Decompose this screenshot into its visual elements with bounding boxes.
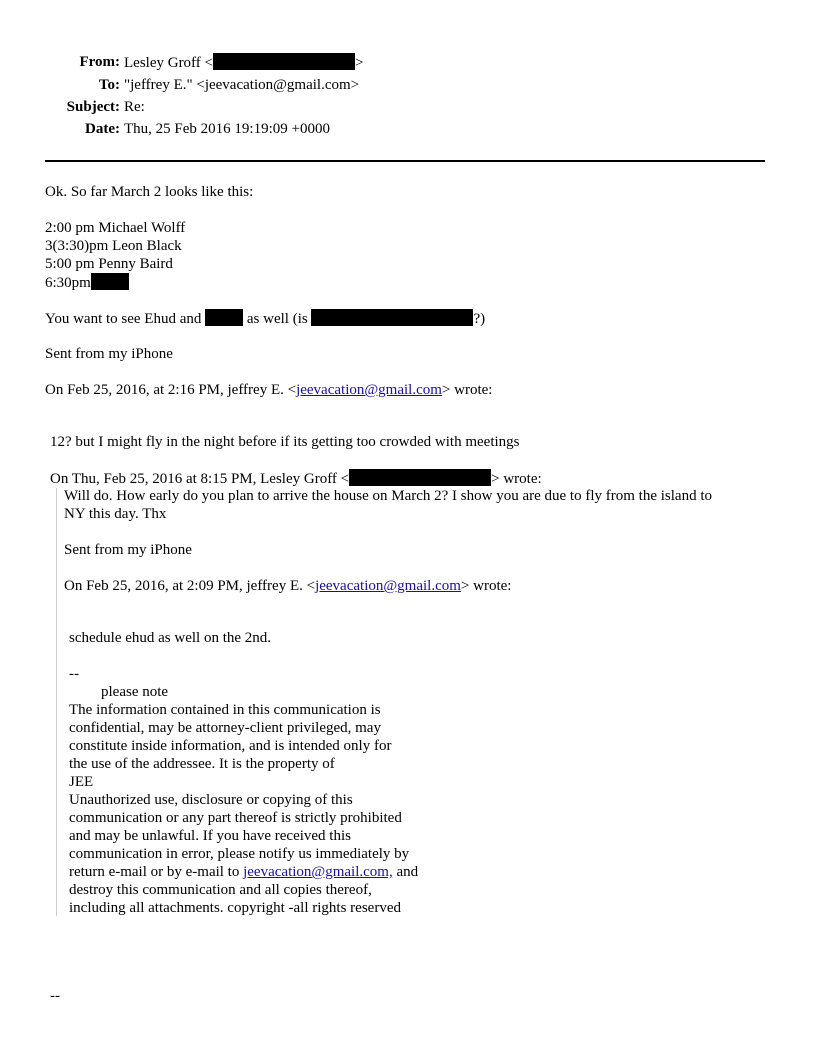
- sent-from-line: Sent from my iPhone: [64, 542, 192, 558]
- disclaimer-line: JEE: [69, 774, 94, 790]
- redaction-box: [205, 309, 243, 326]
- from-value: [124, 53, 363, 72]
- disclaimer-text: and: [392, 864, 419, 880]
- disclaimer-line: communication in error, please notify us immediately by: [69, 846, 410, 862]
- signature-dash: --: [69, 666, 79, 682]
- quote-text: Will do. How early do you plan to arrive the house on March 2? I show you are due to fly from the island to: [64, 488, 712, 504]
- redaction-box: [91, 273, 129, 290]
- disclaimer-line: constitute inside information, and is intended only for: [69, 738, 392, 754]
- schedule-item-redacted: [45, 273, 129, 292]
- disclaimer-line: The information contained in this communication is: [69, 702, 381, 718]
- attribution-text: > wrote:: [460, 578, 512, 594]
- question-text: ?): [473, 311, 486, 327]
- quote-attribution: [45, 381, 492, 399]
- quote-bar: [56, 488, 57, 916]
- disclaimer-line: Unauthorized use, disclosure or copying of this: [69, 792, 353, 808]
- disclaimer-line: including all attachments. copyright -all rights reserved: [69, 900, 401, 916]
- email-link[interactable]: jeevacation@gmail.com,: [243, 864, 393, 880]
- body-question: [45, 309, 485, 328]
- subject-value: Re:: [124, 99, 145, 115]
- date-label: Date:: [85, 121, 120, 137]
- footer-dash: --: [50, 988, 60, 1004]
- disclaimer-line: [69, 863, 418, 881]
- from-label: From:: [79, 54, 120, 70]
- please-note: please note: [101, 684, 169, 700]
- schedule-time: 6:30pm: [45, 275, 91, 291]
- redaction-box: [311, 309, 473, 326]
- schedule-item: 5:00 pm Penny Baird: [45, 256, 173, 272]
- quote-text: NY this day. Thx: [64, 506, 167, 522]
- from-close: >: [355, 55, 364, 71]
- disclaimer-line: the use of the addressee. It is the property of: [69, 756, 335, 772]
- question-text: You want to see Ehud and: [45, 311, 202, 327]
- email-link[interactable]: jeevacation@gmail.com: [315, 578, 461, 594]
- question-text: as well (is: [246, 311, 308, 327]
- redaction-box: [213, 53, 355, 70]
- attribution-text: On Feb 25, 2016, at 2:16 PM, jeffrey E. <: [45, 382, 297, 398]
- to-label: To:: [98, 77, 120, 93]
- redaction-box: [349, 469, 491, 486]
- schedule-item: 3(3:30)pm Leon Black: [45, 238, 182, 254]
- sent-from-line: Sent from my iPhone: [45, 346, 173, 362]
- schedule-item: 2:00 pm Michael Wolff: [45, 220, 186, 236]
- attribution-text: On Feb 25, 2016, at 2:09 PM, jeffrey E. <: [64, 578, 316, 594]
- body-intro: Ok. So far March 2 looks like this:: [45, 184, 254, 200]
- attribution-text: > wrote:: [441, 382, 493, 398]
- header-divider: [45, 160, 765, 162]
- subject-label: Subject:: [66, 99, 120, 115]
- quote-text: schedule ehud as well on the 2nd.: [69, 630, 272, 646]
- quote-attribution: [50, 469, 542, 488]
- disclaimer-line: confidential, may be attorney-client privileged, may: [69, 720, 381, 736]
- from-name: Lesley Groff <: [124, 55, 213, 71]
- quote-attribution: [64, 577, 511, 595]
- disclaimer-text: return e-mail or by e-mail to: [69, 864, 244, 880]
- disclaimer-line: communication or any part thereof is strictly prohibited: [69, 810, 402, 826]
- disclaimer-line: destroy this communication and all copies thereof,: [69, 882, 372, 898]
- quote-text: 12? but I might fly in the night before if its getting too crowded with meetings: [50, 434, 520, 450]
- date-value: Thu, 25 Feb 2016 19:19:09 +0000: [124, 121, 330, 137]
- email-link[interactable]: jeevacation@gmail.com: [296, 382, 442, 398]
- disclaimer-line: and may be unlawful. If you have received this: [69, 828, 351, 844]
- attribution-text: On Thu, Feb 25, 2016 at 8:15 PM, Lesley Groff <: [50, 471, 350, 487]
- attribution-text: > wrote:: [491, 471, 542, 487]
- to-value: "jeffrey E." <jeevacation@gmail.com>: [124, 77, 360, 93]
